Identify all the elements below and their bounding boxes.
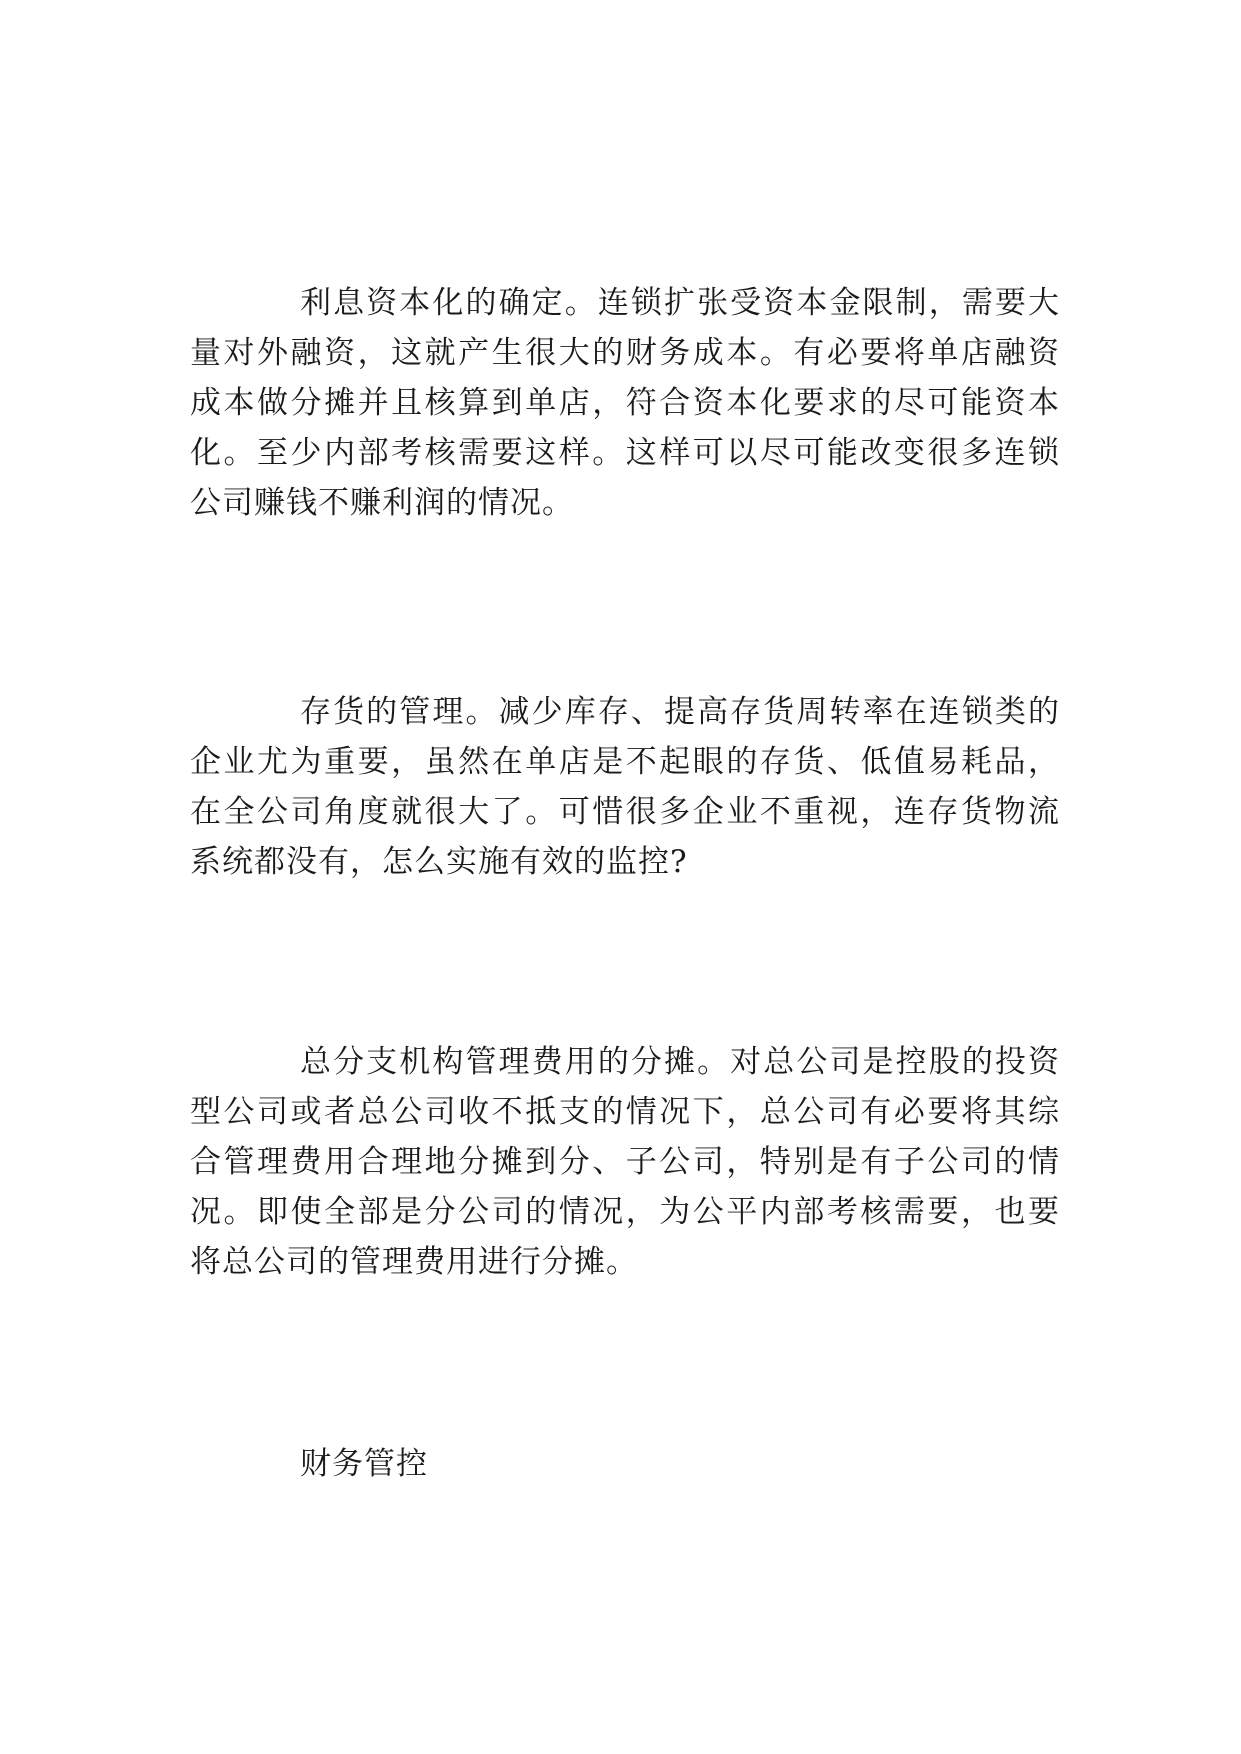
paragraph-line: 化。至少内部考核需要这样。这样可以尽可能改变很多连锁 — [190, 435, 1060, 471]
paragraph-interest-capitalization — [190, 278, 1060, 528]
paragraph-line: 型公司或者总公司收不抵支的情况下，总公司有必要将其综 — [190, 1094, 1060, 1130]
paragraph-line: 量对外融资，这就产生很大的财务成本。有必要将单店融资 — [190, 335, 1060, 371]
paragraph-line: 存货的管理。减少库存、提高存货周转率在连锁类的 — [300, 694, 1060, 730]
paragraph-line: 总分支机构管理费用的分摊。对总公司是控股的投资 — [300, 1044, 1060, 1080]
paragraph-line: 成本做分摊并且核算到单店，符合资本化要求的尽可能资本 — [190, 385, 1060, 421]
paragraph-line: 利息资本化的确定。连锁扩张受资本金限制，需要大 — [300, 285, 1060, 321]
paragraph-line: 系统都没有，怎么实施有效的监控? — [190, 844, 688, 880]
paragraph-line: 将总公司的管理费用进行分摊。 — [190, 1244, 638, 1280]
paragraph-inventory-management — [190, 687, 1060, 887]
paragraph-line: 在全公司角度就很大了。可惜很多企业不重视，连存货物流 — [190, 794, 1060, 830]
paragraph-line: 企业尤为重要，虽然在单店是不起眼的存货、低值易耗品， — [190, 744, 1060, 780]
paragraph-line: 合管理费用合理地分摊到分、子公司，特别是有子公司的情 — [190, 1144, 1060, 1180]
section-heading-financial-control — [190, 1439, 1060, 1489]
paragraph-line: 况。即使全部是分公司的情况，为公平内部考核需要，也要 — [190, 1194, 1060, 1230]
paragraph-line: 公司赚钱不赚利润的情况。 — [190, 485, 574, 521]
paragraph-management-fee-allocation — [190, 1037, 1060, 1287]
section-heading: 财务管控 — [300, 1446, 428, 1482]
